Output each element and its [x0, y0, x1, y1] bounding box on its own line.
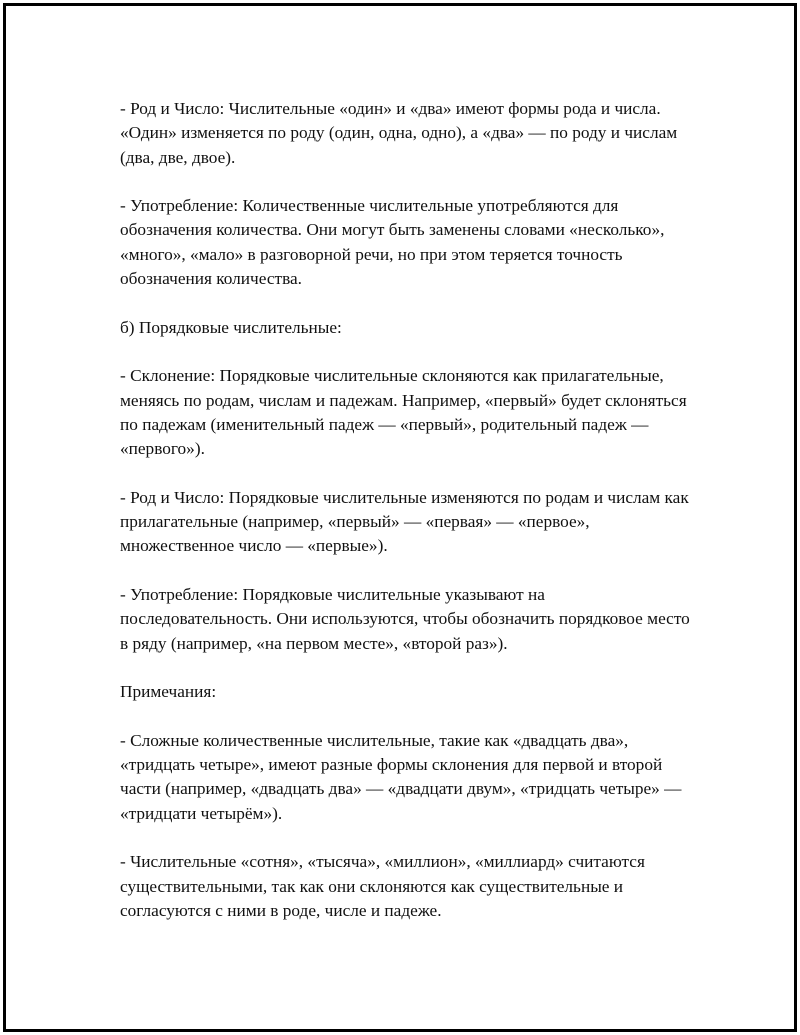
paragraph-ordinal-usage: - Употребление: Порядковые числительные указывают на последовательность. Они используются, чтобы обозначить порядковое место в ряду (например, «на первом месте», «второй раз»). — [120, 584, 690, 653]
paragraph-ordinal-declension: - Склонение: Порядковые числительные склоняются как прилагательные, меняясь по родам, числам и падежам. Например, «первый» будет склоняться по падежам (именительный падеж — «первый», родительный падеж — «первого»). — [120, 366, 687, 459]
section-heading-ordinal: б) Порядковые числительные: — [120, 317, 342, 337]
paragraph-note-compound: - Сложные количественные числительные, такие как «двадцать два», «тридцать четыре», имеют разные формы склонения для первой и второй части (например, «двадцать два» — «двадцати двум», «тридцать четыре» — «тридцати четырём»). — [120, 730, 682, 823]
paragraph-ordinal-gender-number-cardinal: - Род и Число: Числительные «один» и «два» имеют формы рода и числа. «Один» изменяется по роду (один, одна, одно), а «два» — по роду и числам (два, две, двое). — [120, 99, 678, 167]
page-frame — [3, 3, 797, 1032]
document-body — [120, 97, 700, 923]
paragraph-note-nouns: - Числительные «сотня», «тысяча», «миллион», «миллиард» считаются существительными, так как они склоняются как существительные и согласуются с ними в роде, числе и падеже. — [120, 852, 645, 920]
paragraph-ordinal-gender-number: - Род и Число: Порядковые числительные изменяются по родам и числам как прилагательные (например, «первый» — «первая» — «первое», множественное число — «первые»). — [120, 487, 689, 556]
paragraph-cardinal-usage: - Употребление: Количественные числительные употребляются для обозначения количества. Они могут быть заменены словами «несколько», «много», «мало» в разговорной речи, но при этом теряется точность обозначения количества. — [120, 196, 665, 289]
section-heading-notes: Примечания: — [120, 682, 217, 702]
